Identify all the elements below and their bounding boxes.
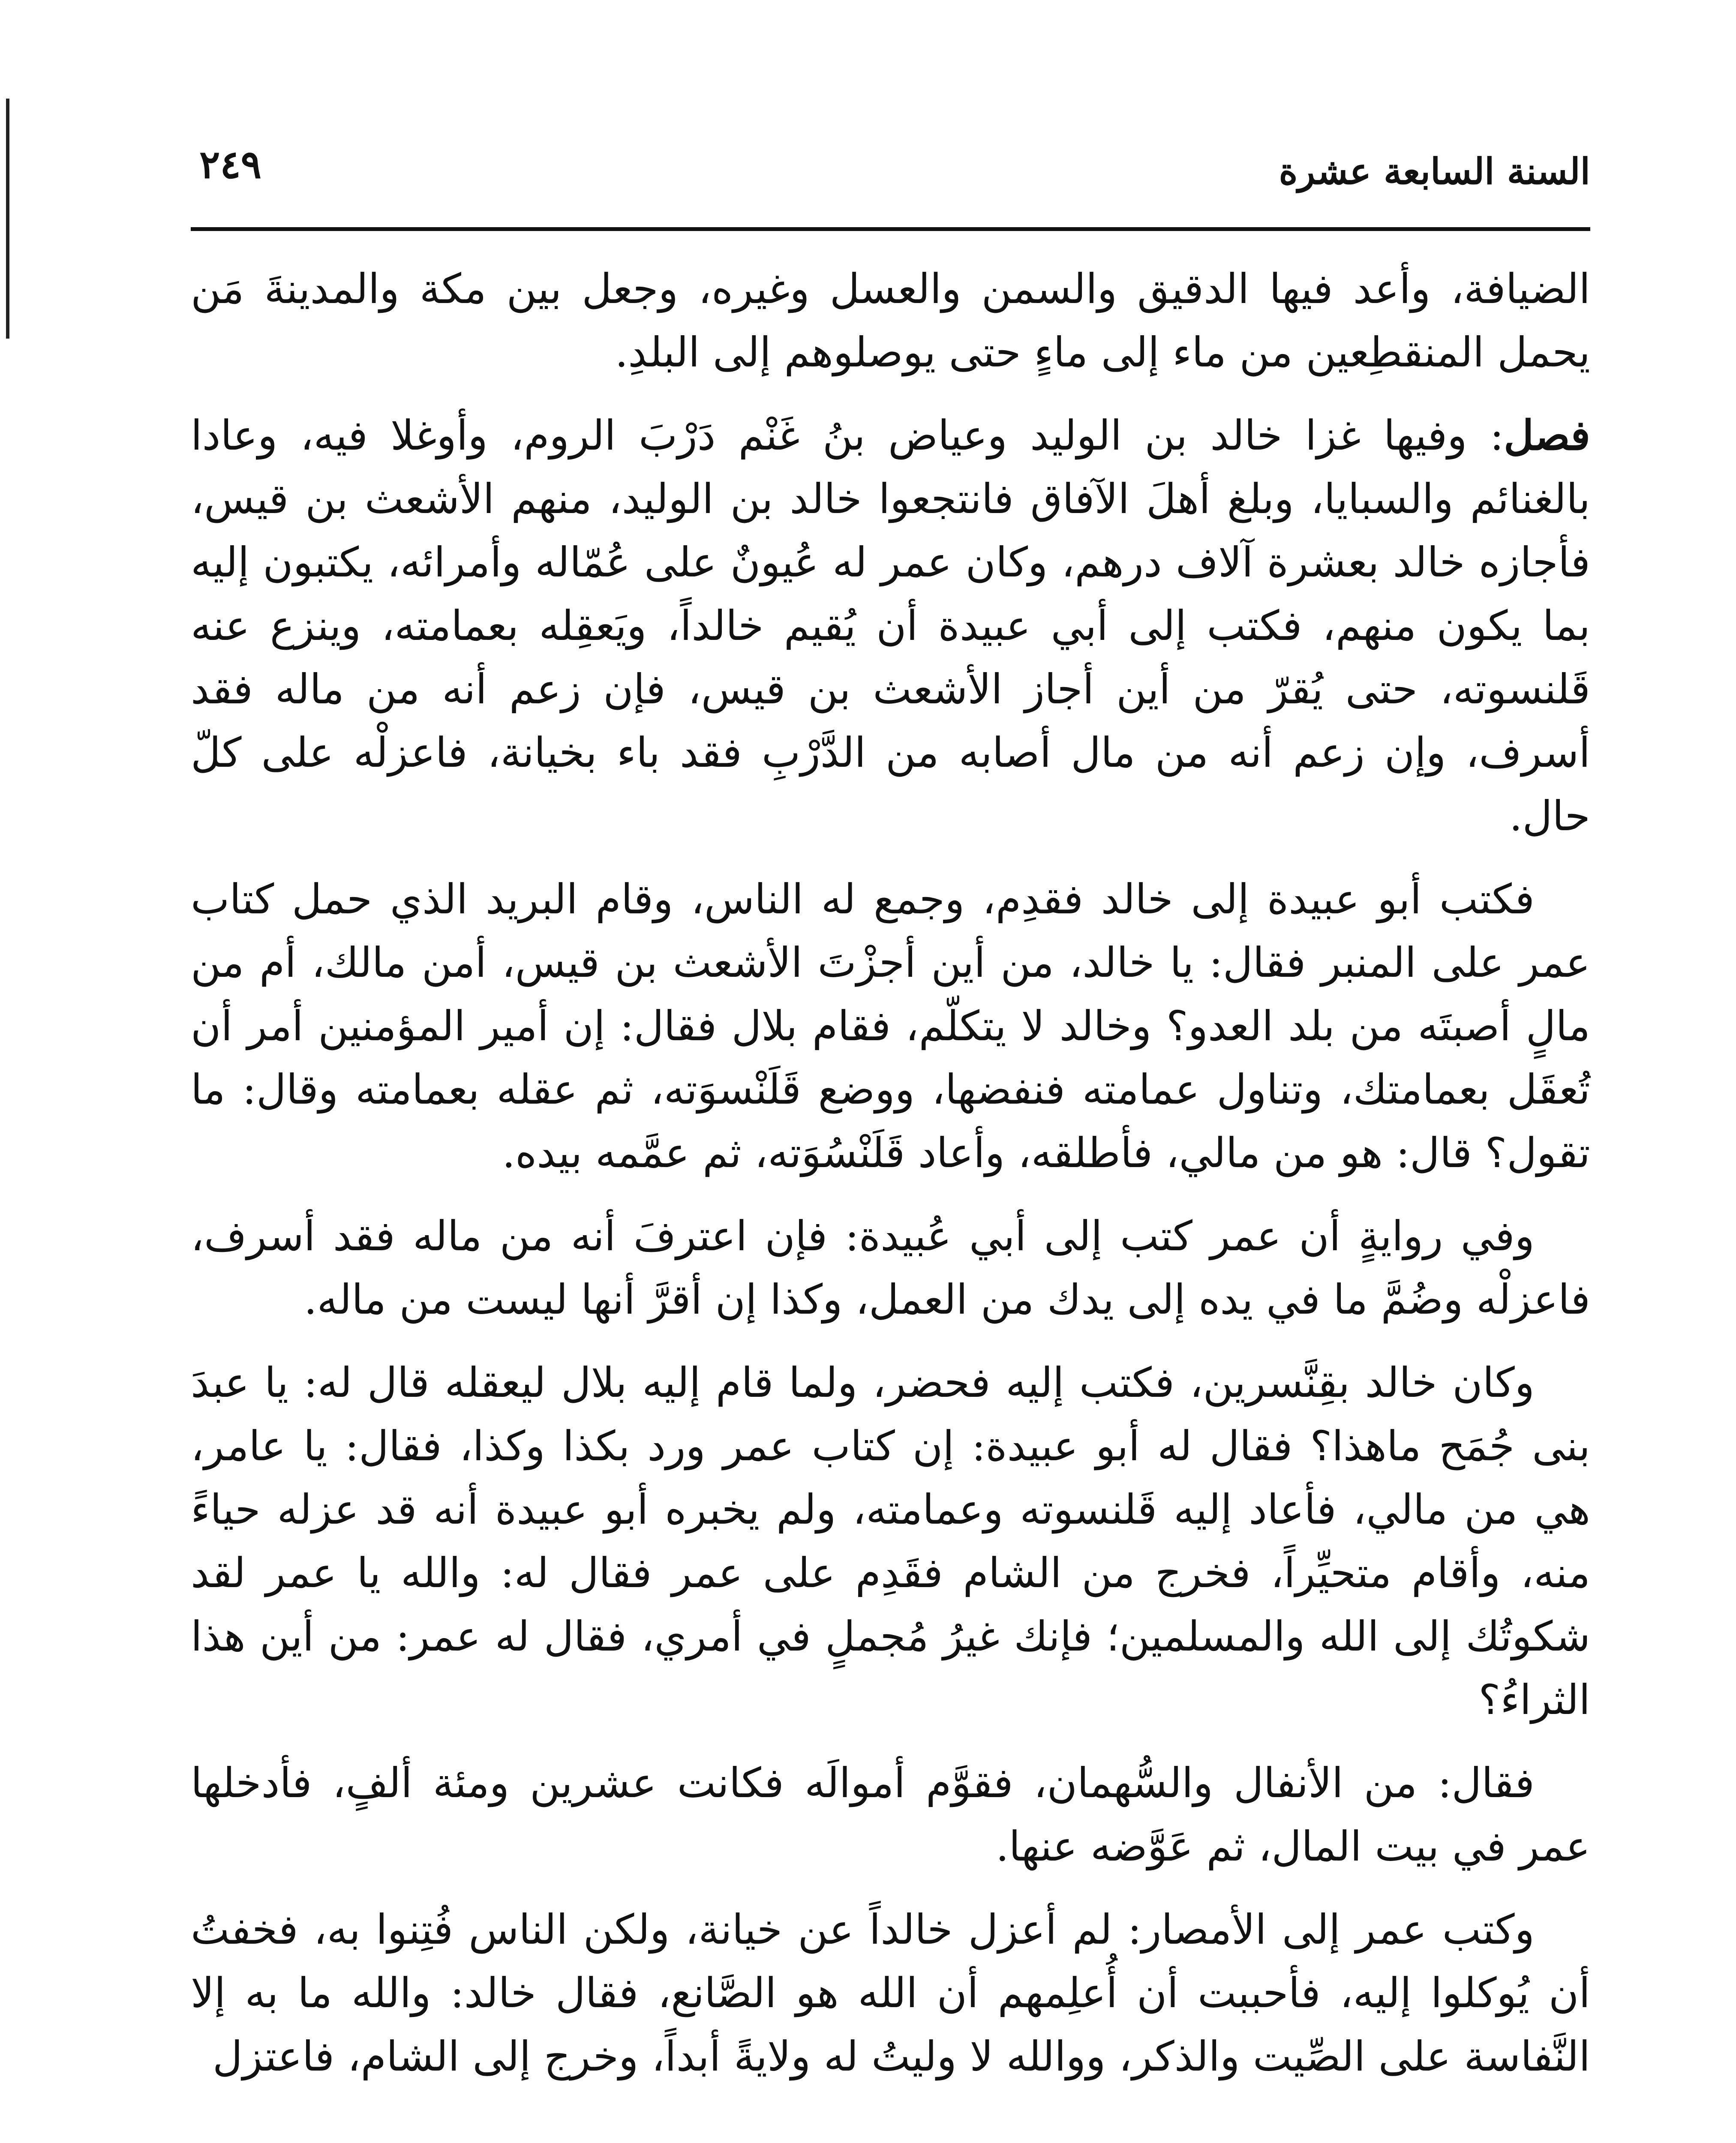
paragraph-7 xyxy=(191,1898,1590,2088)
paragraph-2 xyxy=(191,404,1590,848)
paragraph-4 xyxy=(191,1204,1590,1331)
paragraph-7-text: وكتب عمر إلى الأمصار: لم أعزل خالداً عن خيانة، ولكن الناس فُتِنوا به، فخفتُ أن يُوكلوا إليه، فأحببت أن أُعلِمهم أن الله هو الصَّانع، فقال خالد: والله ما به إلا النَّفاسة على الصِّيت والذكر، ووالله لا وليتُ له ولايةً أبداً، وخرج إلى الشام، فاعتزل xyxy=(191,1906,1590,2080)
page-number: ٢٤٩ xyxy=(199,142,262,187)
running-title: السنة السابعة عشرة xyxy=(1279,150,1590,192)
paragraph-6-text: فقال: من الأنفال والسُّهمان، فقوَّم أموالَه فكانت عشرين ومئة ألفٍ، فأدخلها عمر في بيت المال، ثم عَوَّضه عنها. xyxy=(191,1759,1590,1870)
paragraph-1 xyxy=(191,257,1590,384)
scan-edge-mark xyxy=(6,99,9,339)
paragraph-2-text: : وفيها غزا خالد بن الوليد وعياض بنُ غَنْم دَرْبَ الروم، وأوغلا فيه، وعادا بالغنائم والسبايا، وبلغ أهلَ الآفاق فانتجعوا خالد بن الوليد، منهم الأشعث بن قيس، فأجازه خالد بعشرة آلاف درهم، وكان عمر له عُيونٌ على عُمّاله وأمرائه، يكتبون إليه بما يكون منهم، فكتب إلى أبي عبيدة أن يُقيم خالداً، ويَعقِله بعمامته، وينزع عنه قَلنسوته، حتى يُقرّ من أين أجاز الأشعث بن قيس، فإن زعم أنه من ماله فقد أسرف، وإن زعم أنه من مال أصابه من الدَّرْبِ فقد باء بخيانة، فاعزلْه على كلّ حال. xyxy=(191,411,1591,840)
header-rule xyxy=(191,227,1590,231)
section-lead-word: فصل xyxy=(1504,411,1591,459)
paragraph-3-text: فكتب أبو عبيدة إلى خالد فقدِم، وجمع له الناس، وقام البريد الذي حمل كتاب عمر على المنبر فقال: يا خالد، من أين أجزْتَ الأشعث بن قيس، أمن مالك، أم من مالٍ أصبتَه من بلد العدو؟ وخالد لا يتكلّم، فقام بلال فقال: إن أمير المؤمنين أمر أن تُعقَل بعمامتك، وتناول عمامته فنفضها، ووضع قَلَنْسوَته، ثم عقله بعمامته وقال: ما تقول؟ قال: هو من مالي، فأطلقه، وأعاد قَلَنْسُوَته، ثم عمَّمه بيده. xyxy=(191,875,1591,1177)
paragraph-1-text: الضيافة، وأعد فيها الدقيق والسمن والعسل وغيره، وجعل بين مكة والمدينةَ مَن يحمل المنقطِعين من ماء إلى ماءٍ حتى يوصلوهم إلى البلدِ. xyxy=(191,265,1590,376)
paragraph-5-text: وكان خالد بقِنَّسرين، فكتب إليه فحضر، ولما قام إليه بلال ليعقله قال له: يا عبدَ بنى جُمَح ماهذا؟ فقال له أبو عبيدة: إن كتاب عمر ورد بكذا وكذا، فقال: يا عامر، هي من مالي، فأعاد إليه قَلنسوته وعمامته، ولم يخبره أبو عبيدة أنه قد عزله حياءً منه، وأقام متحيِّراً، فخرج من الشام فقَدِم على عمر فقال له: والله يا عمر لقد شكوتُك إلى الله والمسلمين؛ فإنك غيرُ مُجملٍ في أمري، فقال له عمر: من أين هذا الثراءُ؟ xyxy=(191,1359,1591,1724)
page-header xyxy=(191,133,1590,219)
body-text xyxy=(191,257,1590,2108)
paragraph-4-text: وفي روايةٍ أن عمر كتب إلى أبي عُبيدة: فإن اعترفَ أنه من ماله فقد أسرف، فاعزلْه وضُمَّ ما في يده إلى يدك من العمل، وكذا إن أقرَّ أنها ليست من ماله. xyxy=(191,1212,1590,1324)
paragraph-5 xyxy=(191,1351,1590,1732)
paragraph-3 xyxy=(191,867,1590,1185)
paragraph-6 xyxy=(191,1751,1590,1878)
